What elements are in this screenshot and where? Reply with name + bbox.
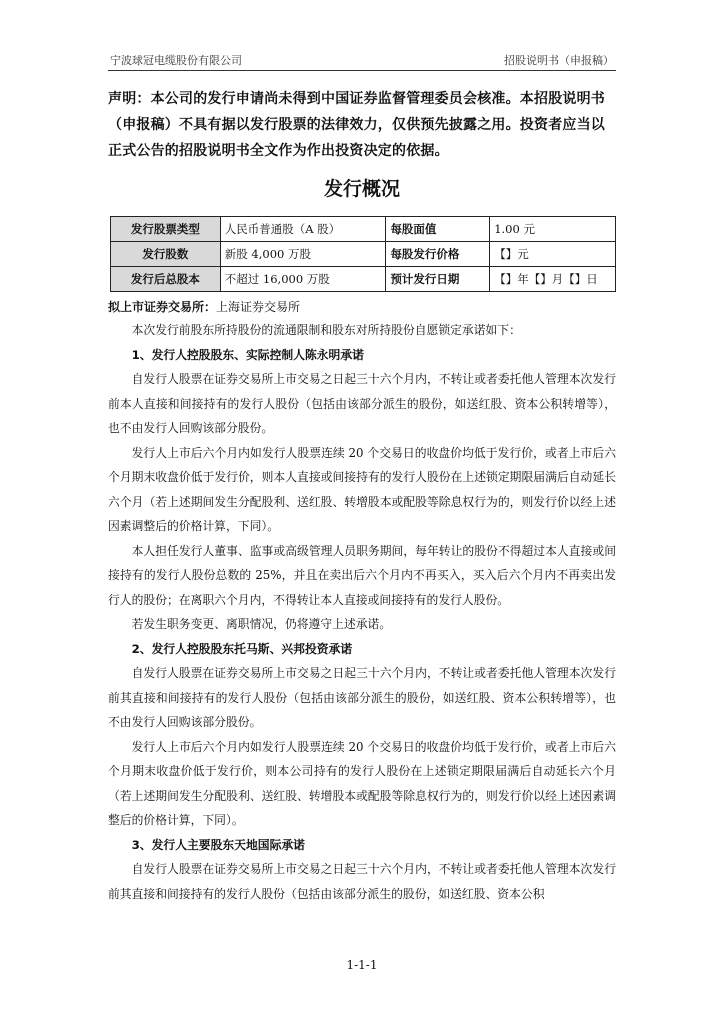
paragraph: 若发生职务变更、离职情况，仍将遵守上述承诺。	[131, 617, 392, 631]
paragraph: 发行人上市后六个月内如发行人股票连续 20 个交易日的收盘价均低于发行价，或者上市后六个月期末收盘价低于发行价，则本公司持有的发行人股份在上述锁定期限届满后自动延长六个月（若上述期间发生分配股利、送红股、转增股本或配股等除息权行为的，则发行价以经上述因素调整后的价格计算，下同）。	[108, 739, 616, 827]
section-heading: 1、发行人控股股东、实际控制人陈永明承诺	[131, 347, 364, 362]
body-text	[108, 318, 616, 906]
table-label: 发行股数	[111, 242, 221, 267]
disclaimer-statement: 声明：本公司的发行申请尚未得到中国证券监督管理委员会核准。本招股说明书（申报稿）不具有据以发行股票的法律效力，仅供预先披露之用。投资者应当以正式公告的招股说明书全文作为作出投资决定的依据。	[108, 91, 605, 159]
exchange-value: 上海证券交易所	[216, 300, 301, 314]
paragraph: 自发行人股票在证券交易所上市交易之日起三十六个月内，不转让或者委托他人管理本次发行前其直接和间接持有的发行人股份（包括由该部分派生的股份，如送红股、资本公积转增等），也不由发行人回购该部分股份。	[108, 666, 616, 729]
paragraph: 自发行人股票在证券交易所上市交易之日起三十六个月内，不转让或者委托他人管理本次发行前其直接和间接持有的发行人股份（包括由该部分派生的股份，如送红股、资本公积	[108, 862, 616, 901]
section-heading: 3、发行人主要股东天地国际承诺	[131, 837, 305, 852]
table-label: 每股面值	[386, 217, 490, 242]
exchange-label: 拟上市证券交易所：	[108, 300, 217, 314]
table-label: 发行后总股本	[111, 267, 221, 292]
section-title: 发行概况	[323, 178, 400, 200]
paragraph: 本人担任发行人董事、监事或高级管理人员职务期间，每年转让的股份不得超过本人直接或间接持有的发行人股份总数的 25%，并且在卖出后六个月内不再买入，买入后六个月内不再卖出发行人的股份；在离职六个月内，不得转让本人直接或间接持有的发行人股份。	[108, 543, 616, 607]
offering-summary-table	[110, 216, 616, 292]
table-label: 预计发行日期	[386, 267, 490, 292]
paragraph: 自发行人股票在证券交易所上市交易之日起三十六个月内，不转让或者委托他人管理本次发行前本人直接和间接持有的发行人股份（包括由该部分派生的股份，如送红股、资本公积转增等），也不由发行人回购该部分股份。	[108, 372, 616, 435]
table-value: 1.00 元	[490, 217, 616, 242]
intro-paragraph: 本次发行前股东所持股份的流通限制和股东对所持股份自愿锁定承诺如下：	[131, 323, 521, 337]
table-row	[111, 217, 616, 242]
table-value: 【】元	[490, 242, 616, 267]
table-label: 每股发行价格	[386, 242, 490, 267]
page-header	[108, 50, 616, 71]
table-value: 人民币普通股（A 股）	[220, 217, 386, 242]
table-row	[111, 242, 616, 267]
table-value: 【】年【】月【】日	[490, 267, 616, 292]
table-label: 发行股票类型	[111, 217, 221, 242]
table-value: 不超过 16,000 万股	[220, 267, 386, 292]
table-row	[111, 267, 616, 292]
listing-exchange	[108, 298, 300, 315]
table-value: 新股 4,000 万股	[220, 242, 386, 267]
paragraph: 发行人上市后六个月内如发行人股票连续 20 个交易日的收盘价均低于发行价，或者上市后六个月期末收盘价低于发行价，则本人直接或间接持有的发行人股份在上述锁定期限届满后自动延长六个月（若上述期间发生分配股利、送红股、转增股本或配股等除息权行为的，则发行价以经上述因素调整后的价格计算，下同）。	[108, 445, 616, 533]
header-company: 宁波球冠电缆股份有限公司	[110, 54, 242, 67]
page-number: 1-1-1	[346, 958, 378, 972]
header-doc-type: 招股说明书（申报稿）	[504, 54, 614, 67]
section-heading: 2、发行人控股股东托马斯、兴邦投资承诺	[131, 641, 353, 656]
